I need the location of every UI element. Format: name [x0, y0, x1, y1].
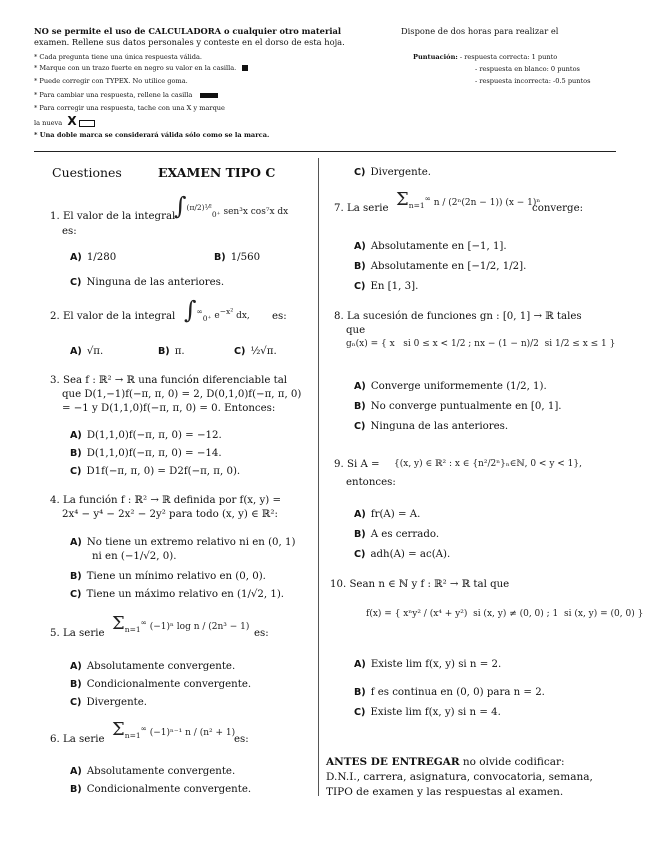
footer-rest: no olvide codificar: [459, 756, 565, 768]
integral-formula-1: ∫$^{(\pi/2)^1⁄^2}_{0^+}$ sen³x cos⁷x dx [174, 192, 289, 220]
question-text-2: 2x⁴ − y⁴ − 2x² − 2y² para todo (x, y) ∈ ℝ²: [62, 509, 278, 520]
option-value: Existe lim f(x, y) si n = 4. [370, 707, 501, 718]
question-number: 9. [334, 459, 344, 470]
rule-2 [34, 63, 248, 74]
option-key: C) [70, 697, 82, 708]
option-10a[interactable] [354, 658, 501, 671]
option-value: √π. [86, 346, 104, 357]
option-value: Divergente. [86, 697, 147, 708]
option-value: Tiene un máximo relativo en (1/√2, 1). [86, 589, 285, 600]
question-4 [50, 494, 281, 507]
header-line-2: examen. Rellene sus datos personales y conteste en el dorso de esta hoja. [34, 37, 345, 47]
footer-line-3: TIPO de examen y las respuestas al examen. [326, 786, 564, 798]
rule-3: * Puede corregir con TYPEX. No utilice goma. [34, 77, 188, 85]
rule-6-text: la nueva [34, 119, 63, 127]
option-value: 1/560 [230, 252, 261, 263]
option-5c[interactable] [70, 696, 147, 709]
option-value: Absolutamente convergente. [86, 766, 236, 777]
option-10b[interactable] [354, 686, 545, 699]
series-formula-5: $\Sigma_{n=1}^\infty$ (−1)ⁿ log n / (2n³ − 1) [112, 613, 250, 634]
option-8c[interactable] [354, 420, 508, 433]
option-key: A) [354, 659, 366, 670]
left-column [34, 158, 314, 818]
option-7b[interactable] [354, 260, 526, 273]
piecewise-formula-8: gₙ(x) = { x si 0 ≤ x < 1/2 ; nx − (1 − n)/2 si 1/2 ≤ x ≤ 1 } [346, 339, 616, 349]
footer-line-2: D.N.I., carrera, asignatura, convocatoria, semana, [326, 771, 593, 783]
option-value: f es continua en (0, 0) para n = 2. [370, 687, 545, 698]
filled-boxes-icon [200, 93, 218, 98]
option-5b[interactable] [70, 678, 251, 691]
option-value: adh(A) = ac(A). [370, 549, 451, 560]
header-divider [34, 151, 616, 152]
option-9b[interactable] [354, 528, 439, 541]
rule-4-text: * Para cambiar una respuesta, rellene la casilla [34, 91, 193, 99]
option-value: Absolutamente convergente. [86, 661, 236, 672]
column-divider [318, 158, 319, 796]
option-key: A) [70, 661, 82, 672]
question-number: 3. [50, 375, 60, 386]
question-text: El valor de la integral [62, 311, 176, 322]
question-number: 5. [50, 628, 60, 639]
option-value: Existe lim f(x, y) si n = 2. [370, 659, 502, 670]
option-key: B) [70, 448, 82, 459]
option-2a[interactable] [70, 345, 103, 358]
rule-5-text: * Para corregir una respuesta, tache con una X y marque [34, 104, 225, 112]
option-1c[interactable] [70, 276, 224, 289]
option-value: Absolutamente en [−1/2, 1/2]. [370, 261, 527, 272]
question-text: Si A = [346, 459, 380, 470]
option-9c[interactable] [354, 548, 450, 561]
scoring-label: Puntuación: [413, 53, 458, 61]
option-10c[interactable] [354, 706, 501, 719]
question-text: La serie [346, 203, 389, 214]
piecewise-formula-10: f(x) = { xⁿy² / (x⁴ + y²) si (x, y) ≠ (0, 0) ; 1 si (x, y) = (0, 0) } [366, 609, 644, 619]
option-key: C) [354, 549, 366, 560]
cross-mark-icon: X [67, 114, 77, 128]
option-value: No converge puntualmente en [0, 1]. [370, 401, 562, 412]
question-number: 8. [334, 311, 344, 322]
option-key: A) [70, 537, 82, 548]
header-line1-left: NO se permite el uso de CALCULADORA o cualquier otro material [34, 26, 341, 36]
option-key: A) [354, 381, 366, 392]
option-3b[interactable] [70, 447, 222, 460]
series-formula-7: $\Sigma_{n=1}^\infty$ n / (2ⁿ(2n − 1)) (x − 1)ⁿ [396, 189, 541, 210]
option-value: Ninguna de las anteriores. [370, 421, 509, 432]
option-key: B) [354, 529, 366, 540]
option-7a[interactable] [354, 240, 507, 253]
option-key: C) [354, 281, 366, 292]
question-number: 4. [50, 495, 60, 506]
option-key: C) [70, 589, 82, 600]
option-value: En [1, 3]. [370, 281, 419, 292]
footer-bold: ANTES DE ENTREGAR [326, 756, 460, 768]
question-text-2: que D(1,−1)f(−π, π, 0) = 2, D(0,1,0)f(−π, π, 0) [62, 389, 302, 400]
question-number: 7. [334, 203, 344, 214]
option-key: A) [70, 252, 82, 263]
option-6c[interactable] [354, 166, 431, 179]
option-key: B) [70, 679, 82, 690]
option-key: B) [354, 401, 366, 412]
question-tail: es: [272, 311, 287, 322]
rule-6 [34, 116, 95, 129]
question-tail: converge: [532, 203, 584, 214]
question-text: El valor de la integral [62, 211, 176, 222]
question-2 [50, 310, 175, 323]
integral-formula-2: $\int^\infty_{0^+}$ $e^{-x^2}$ dx, [184, 296, 250, 324]
option-value: 1/280 [86, 252, 117, 263]
option-1a[interactable] [70, 251, 116, 264]
rule-5 [34, 103, 225, 114]
option-key: C) [70, 277, 82, 288]
question-3 [50, 374, 287, 387]
option-6a[interactable] [70, 765, 235, 778]
question-number: 6. [50, 734, 60, 745]
option-key: B) [354, 687, 366, 698]
option-key: C) [354, 421, 366, 432]
option-value: D(1,1,0)f(−π, π, 0) = −12. [86, 430, 222, 441]
option-3c[interactable] [70, 465, 240, 478]
option-3a[interactable] [70, 429, 222, 442]
question-tail: es: [62, 226, 77, 237]
question-8 [334, 310, 582, 323]
header-line1-right: Dispone de dos horas para realizar el [401, 26, 559, 36]
option-value: Condicionalmente convergente. [86, 784, 252, 795]
option-value: π. [174, 346, 185, 357]
series-formula-6: $\Sigma_{n=1}^\infty$ (−1)ⁿ⁻¹ n / (n² + 1) [112, 719, 236, 740]
question-number: 2. [50, 311, 60, 322]
right-column [326, 158, 644, 818]
option-2b[interactable] [158, 345, 185, 358]
question-text: Sean n ∈ ℕ y f : ℝ² → ℝ tal que [349, 579, 510, 590]
option-4a[interactable] [70, 536, 295, 549]
option-key: B) [354, 261, 366, 272]
option-value: Ninguna de las anteriores. [86, 277, 225, 288]
question-tail: entonces: [346, 477, 396, 488]
option-1b[interactable] [214, 251, 260, 264]
question-number: 1. [50, 211, 60, 222]
option-key: A) [354, 241, 366, 252]
exam-title: EXAMEN TIPO C [158, 165, 276, 180]
rule-7: * Una doble marca se considerará válida sólo como se la marca. [34, 131, 270, 139]
rule-1: * Cada pregunta tiene una única respuesta válida. [34, 53, 203, 61]
option-5a[interactable] [70, 660, 235, 673]
question-9 [334, 458, 380, 471]
question-text: La función f : ℝ² → ℝ definida por f(x, y) = [62, 495, 282, 506]
option-value: No tiene un extremo relativo ni en (0, 1) [86, 537, 296, 548]
option-value: D(1,1,0)f(−π, π, 0) = −14. [86, 448, 222, 459]
option-value: D1f(−π, π, 0) = D2f(−π, π, 0). [86, 466, 241, 477]
option-key: C) [70, 466, 82, 477]
option-value: Tiene un mínimo relativo en (0, 0). [86, 571, 266, 582]
option-4c[interactable] [70, 588, 284, 601]
question-10 [330, 578, 509, 591]
set-formula-9: {(x, y) ∈ ℝ² : x ∈ {n²/2ⁿ}ₙ∈ℕ, 0 < y < 1}, [394, 459, 582, 469]
filled-box-icon [242, 65, 248, 71]
option-value-2: ni en (−1/√2, 0). [92, 551, 177, 562]
empty-box-icon [79, 120, 95, 127]
option-key: C) [354, 707, 366, 718]
option-8a[interactable] [354, 380, 547, 393]
option-key: A) [70, 346, 82, 357]
option-key: C) [354, 167, 366, 178]
scoring-wrong: - respuesta incorrecta: -0.5 puntos [475, 77, 591, 85]
option-value: Converge uniformemente (1/2, 1). [370, 381, 547, 392]
option-7c[interactable] [354, 280, 418, 293]
rule-4 [34, 90, 218, 101]
option-key: A) [354, 509, 366, 520]
question-text: La serie [62, 628, 105, 639]
option-key: C) [234, 346, 246, 357]
question-5 [50, 627, 104, 640]
option-value: fr(A) = A. [370, 509, 421, 520]
header-line-1 [34, 26, 341, 37]
question-text: La serie [62, 734, 105, 745]
option-key: B) [70, 784, 82, 795]
question-text-3: = −1 y D(1,1,0)f(−π, π, 0) = 0. Entonces: [62, 403, 276, 414]
option-value: A es cerrado. [370, 529, 440, 540]
question-6 [50, 733, 104, 746]
rule-2-text: * Marque con un trazo fuerte en negro su valor en la casilla. [34, 64, 237, 72]
option-key: B) [214, 252, 226, 263]
option-key: A) [70, 766, 82, 777]
option-value: Divergente. [370, 167, 431, 178]
footer-line-1 [326, 756, 565, 769]
question-number: 10. [330, 579, 347, 590]
option-2c[interactable] [234, 345, 277, 358]
question-1 [50, 210, 175, 223]
question-text: Sea f : ℝ² → ℝ una función diferenciable tal [62, 375, 288, 386]
question-text: La sucesión de funciones gn : [0, 1] → ℝ tales [346, 311, 582, 322]
option-value: ½√π. [250, 346, 277, 357]
option-key: A) [70, 430, 82, 441]
option-6b[interactable] [70, 783, 251, 796]
scoring-correct: - respuesta correcta: 1 punto [459, 53, 558, 61]
question-7 [334, 202, 388, 215]
option-8b[interactable] [354, 400, 562, 413]
question-tail: es: [254, 628, 269, 639]
question-tail: es: [234, 734, 249, 745]
scoring-blank: - respuesta en blanco: 0 puntos [475, 65, 580, 73]
option-key: B) [70, 571, 82, 582]
option-key: B) [158, 346, 170, 357]
option-4b[interactable] [70, 570, 266, 583]
question-text-2: que [346, 325, 366, 336]
option-9a[interactable] [354, 508, 420, 521]
option-value: Condicionalmente convergente. [86, 679, 252, 690]
section-heading: Cuestiones [52, 165, 122, 180]
scoring-line-1 [413, 52, 557, 63]
option-value: Absolutamente en [−1, 1]. [370, 241, 507, 252]
